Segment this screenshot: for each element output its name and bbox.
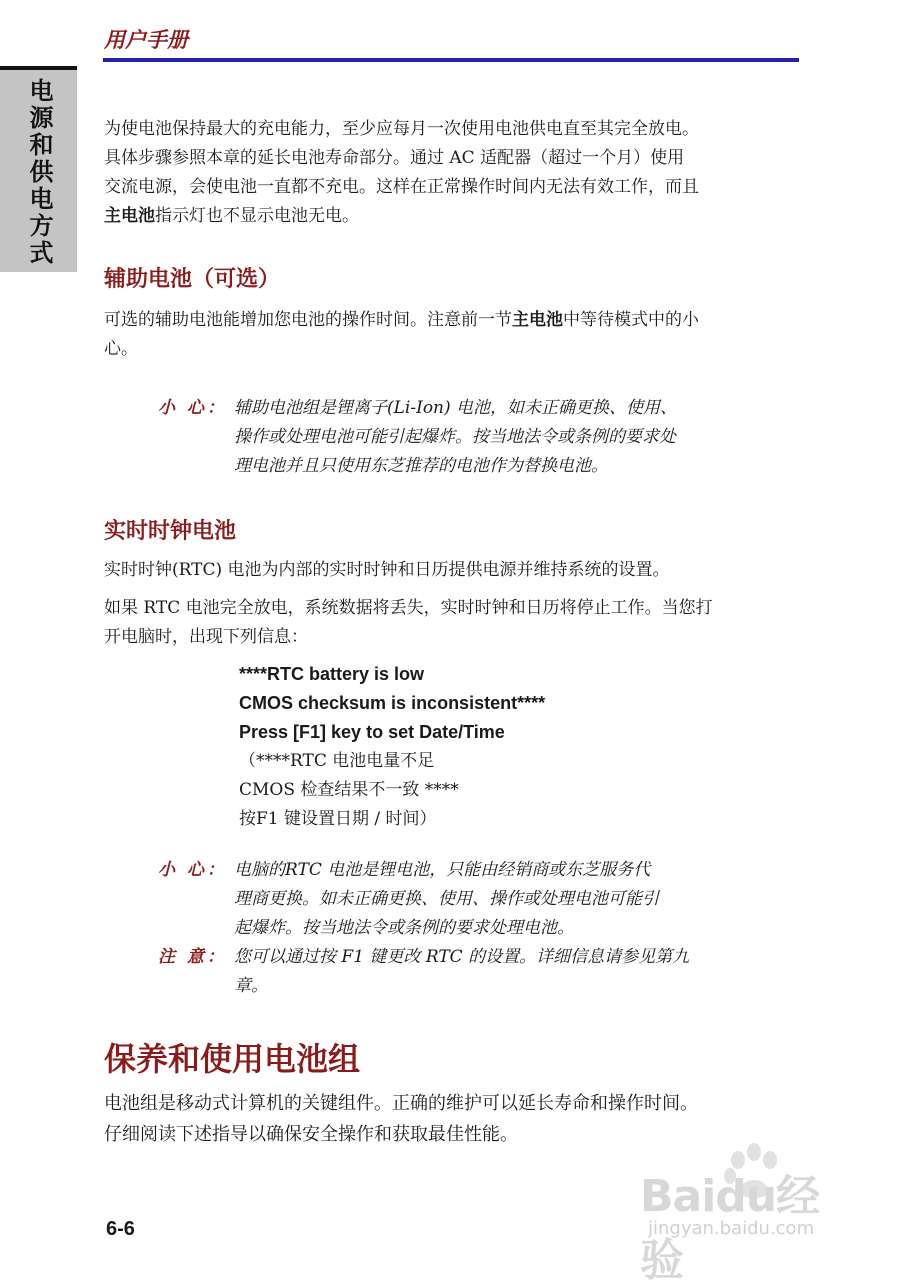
- caution-label: 小 心：: [158, 398, 227, 418]
- running-header-title: 用户手册: [104, 28, 188, 52]
- intro-line: 交流电源，会使电池一直都不充电。这样在正常操作时间内无法有效工作，而且: [104, 177, 699, 197]
- aux-line-b: 中等待模式中的小: [563, 310, 699, 330]
- intro-line: 为使电池保持最大的充电能力，至少应每月一次使用电池供电直至其完全放电。: [104, 119, 699, 139]
- aux-battery-heading: 辅助电池（可选）: [104, 267, 281, 292]
- note-label: 注 意：: [158, 947, 227, 967]
- caution-line: 电脑的RTC 电池是锂电池，只能由经销商或东芝服务代: [234, 860, 651, 880]
- note-line: 章。: [234, 976, 268, 996]
- rtc-battery-heading: 实时时钟电池: [104, 519, 237, 544]
- aux-battery-paragraph: [104, 306, 804, 364]
- care-line: 仔细阅读下述指导以确保安全操作和获取最佳性能。: [104, 1124, 518, 1145]
- header-rule: [103, 58, 799, 62]
- intro-line: 具体步骤参照本章的延长电池寿命部分。通过 AC 适配器（超过一个月）使用: [104, 148, 685, 168]
- caution-text: [234, 394, 774, 481]
- caution-line: 操作或处理电池可能引起爆炸。按当地法令或条例的要求处: [234, 427, 676, 447]
- intro-line: [104, 202, 804, 231]
- message-translation-line: CMOS 检查结果不一致 ****: [239, 780, 459, 800]
- caution-line: 理电池并且只使用东芝推荐的电池作为替换电池。: [234, 456, 608, 476]
- watermark-url: jingyan.baidu.com: [648, 1218, 815, 1239]
- caution-line: 辅助电池组是锂离子(Li-Ion) 电池，如未正确更换、使用、: [234, 398, 678, 418]
- intro-line-rest: 指示灯也不显示电池无电。: [155, 206, 359, 226]
- page-number: 6-6: [106, 1218, 135, 1240]
- boot-message-line: ****RTC battery is low: [239, 664, 425, 684]
- note-line: 您可以通过按 F1 键更改 RTC 的设置。详细信息请参见第九: [234, 947, 690, 967]
- rtc-line: 开电脑时，出现下列信息：: [104, 627, 308, 647]
- rtc-line: 如果 RTC 电池完全放电，系统数据将丢失，实时时钟和日历将停止工作。当您打: [104, 598, 713, 618]
- rtc-paragraph-1: 实时时钟(RTC) 电池为内部的实时时钟和日历提供电源并维持系统的设置。: [104, 560, 670, 580]
- main-battery-term: 主电池: [104, 206, 155, 226]
- battery-care-heading: 保养和使用电池组: [104, 1040, 361, 1078]
- note-text: [234, 943, 774, 1001]
- boot-message-line: CMOS checksum is inconsistent****: [239, 693, 546, 713]
- main-battery-term: 主电池: [512, 310, 563, 330]
- battery-care-paragraph: [104, 1088, 804, 1150]
- caution-label: 小 心：: [158, 860, 227, 880]
- message-translation-line: （****RTC 电池电量不足: [239, 751, 435, 771]
- message-translation-line: 按F1 键设置日期 / 时间）: [239, 809, 437, 829]
- caution-text: [234, 856, 774, 943]
- care-line: 电池组是移动式计算机的关键组件。正确的维护可以延长寿命和操作时间。: [104, 1093, 698, 1114]
- intro-paragraph: [104, 115, 804, 231]
- aux-line: 心。: [104, 339, 138, 359]
- caution-line: 起爆炸。按当地法令或条例的要求处理电池。: [234, 918, 574, 938]
- aux-line-a: 可选的辅助电池能增加您电池的操作时间。注意前一节: [104, 310, 512, 330]
- chapter-side-tab-label: 电源和供电方式: [25, 78, 53, 267]
- rtc-paragraph-2: [104, 594, 804, 652]
- baidu-watermark: [640, 1150, 860, 1286]
- boot-message-line: Press [F1] key to set Date/Time: [239, 722, 505, 742]
- watermark-brand: Baidu经验: [640, 1171, 820, 1286]
- caution-line: 理商更换。如未正确更换、使用、操作或处理电池可能引: [234, 889, 659, 909]
- chapter-side-tab: [0, 66, 77, 272]
- aux-line: [104, 306, 804, 335]
